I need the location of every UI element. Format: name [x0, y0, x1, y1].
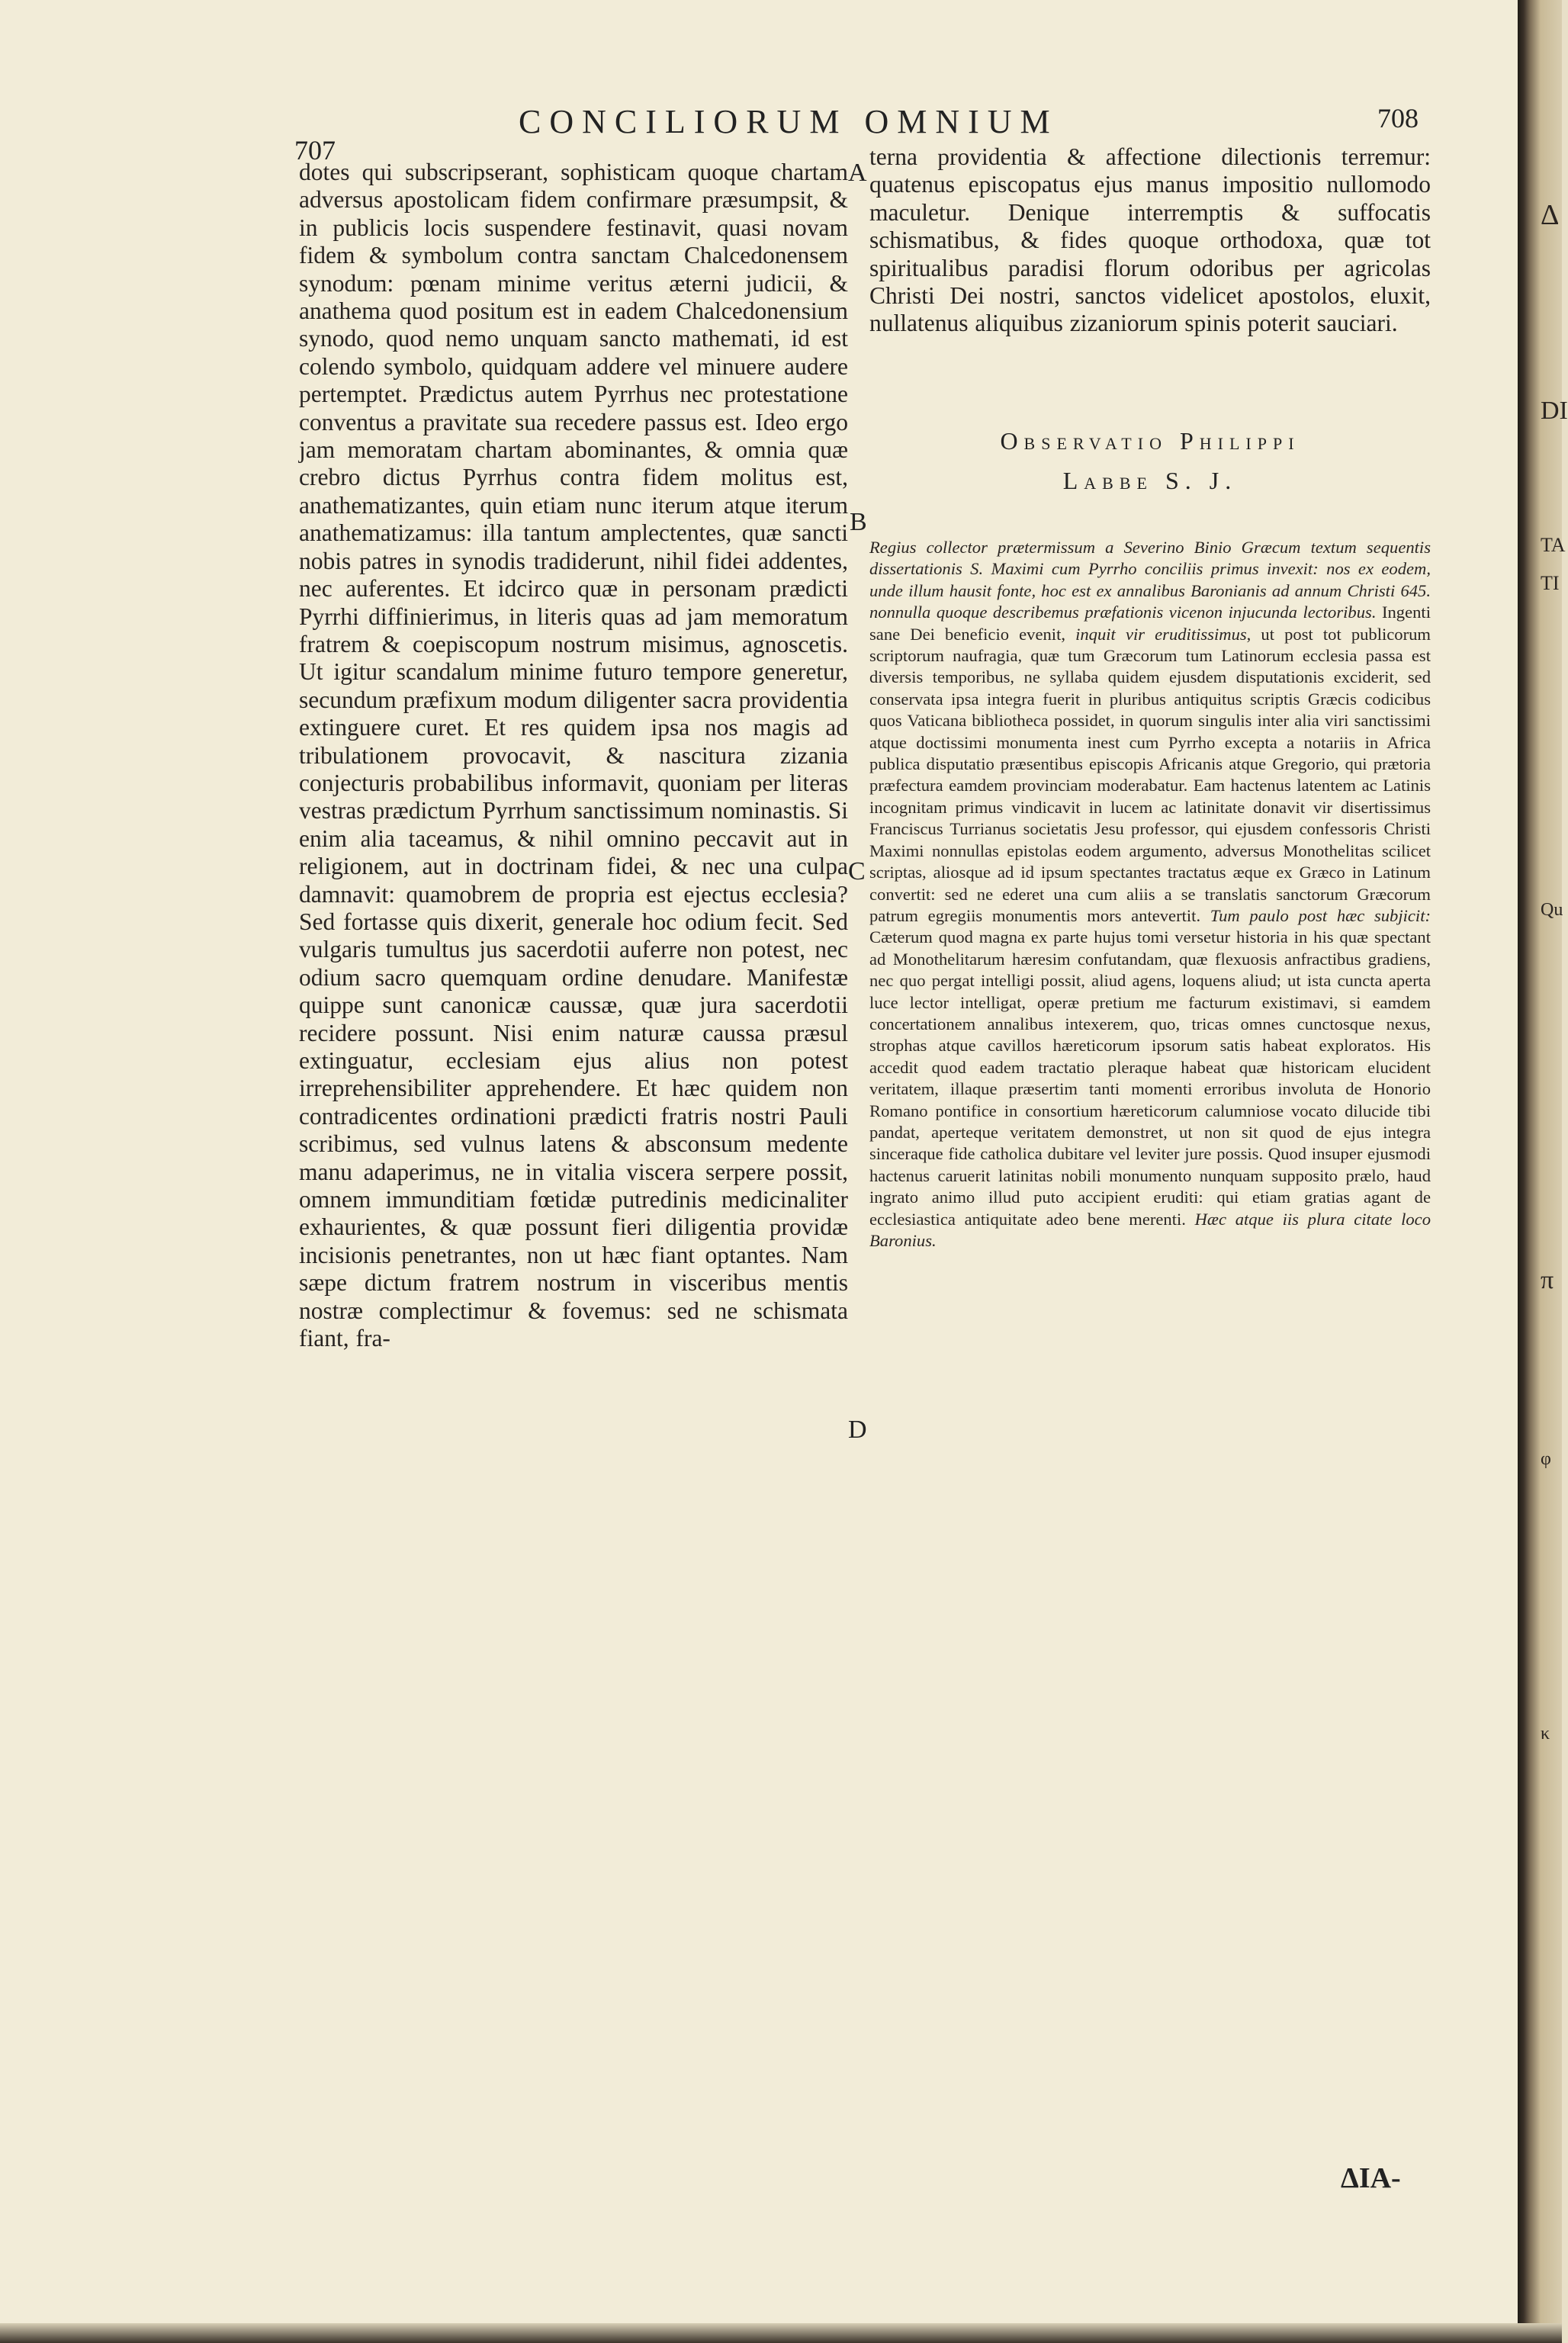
next-page-fragment-1: Δ — [1541, 199, 1560, 231]
note-italic-end: Hæc atque iis plura citate loco Baronius. — [869, 1209, 1431, 1250]
next-page-fragment-2: DI — [1541, 397, 1568, 425]
book-gutter — [1518, 0, 1568, 2343]
margin-marker-b: B — [850, 508, 867, 536]
page-number-left: 707 — [294, 135, 336, 166]
next-page-fragment-3: TA — [1541, 534, 1566, 556]
note-italic-inquit: inquit vir eruditissimus — [1075, 624, 1247, 644]
margin-marker-a: A — [848, 159, 867, 187]
note-italic-tum: Tum paulo post hæc subjicit: — [1210, 905, 1431, 925]
next-page-fragment-5: Qu — [1541, 900, 1563, 920]
observatio-heading-line2: Labbe S. J. — [1062, 467, 1238, 494]
right-column-text — [869, 143, 1431, 338]
observatio-note-paragraph — [869, 537, 1431, 1252]
note-body-2: , ut post tot publicorum scriptorum naufragia, quæ tum Græcorum tum Latinorum ecclesia passa est diversis temporibus, ne syllaba quidem ejusdem disputationis exciderit, sed conservata ipsa integra fuerit in pluribus antiquitus scriptis Græcis codicibus quos Vaticana bibliotheca possidet, in quorum singulis inter alia viri sanctissimi atque doctissimi monumenta inest cum Pyrrho excepta a notariis in Africa publica disputatio præsentibus episcopis Africanis atque Gregorio, qui prætoria præfectura eamdem provinciam moderabatur. Eam hactenus latentem ac Latinis incognitam primus vindicavit in lucem ac latinitate donavit vir disertissimus Franciscus Turrianus societatis Jesu professor, qui ejusdem confessoris Christi Maximi nonnullas epistolas eodem argumento, adversus Monothelitas scilicet scriptas, aliosque ad id ipsum spectantes tractatus æque ex Græco in Latinum convertit: sed ne ederet una cum aliis a se translatis sanctorum Græcorum patrum egregiis monumentis mors antevertit. — [869, 624, 1431, 925]
right-column-paragraph: terna providentia & affectione dilectionis terremur: quatenus episcopatus ejus manus impositio nullomodo maculetur. Denique interremptis & suffocatis schismatibus, & fides quoque orthodoxa, quæ tot spiritualibus paradisi florum odoribus per agricolas Christi Dei nostri, sanctos videlicet apostolos, eluxit, nullatenus aliquibus zizaniorum spinis poterit sauciari. — [869, 143, 1431, 337]
observatio-note — [869, 537, 1431, 1252]
note-body-3: Cæterum quod magna ex parte hujus tomi versetur historia in his quæ spectant ad Monothelitarum hæresim confutandam, quæ flexuosis anfractibus gradiens, nec quo pergat intelligi possit, aliud agens, loquens aliud; ut ista cuncta aperta luce lector intelligat, operæ pretium me facturum existimavi, si eamdem concertationem annalibus intexerem, quo, tricas omnes cunctosque nexus, strophas atque cavillos hæreticorum ipsorum satis habeat exploratos. His accedit quod eadem tractatio pleraque habeat quæ historicam elucident veritatem, illaque præsertim tanti momenti erroribus involuta de Honorio Romano pontifice in consortium hæreticorum calumniose vocato dilucide tibi pandat, aperteque veritatem demonstret, ut non sit quod de ejus integra sinceraque fide catholica dubitare vel leviter jure possis. Quod insuper ejusmodi hactenus caruerit latinitas nobili monumento nunquam supposito prælo, haud ingrato animo illud puto accipient eruditi: qui etiam gratias agant de ecclesiastica antiquitate adeo bene merenti. — [869, 927, 1431, 1229]
note-italic-intro: Regius collector prætermissum a Severino Binio Græcum textum sequentis dissertationis S. Maximi cum Pyrrho conciliis primus invexit: nos ex eodem, unde illum hausit fonte, hoc est ex annalibus Baronianis ad annum Christi 645. nonnulla quoque describemus præfationis vicenon injucunda lectoribus. — [869, 538, 1431, 622]
running-title: CONCILIORUM OMNIUM — [519, 103, 1059, 140]
next-page-fragment-4: TI — [1541, 572, 1560, 594]
catchword: ΔΙΑ- — [1341, 2162, 1401, 2194]
next-page-fragment-8: κ — [1541, 1724, 1550, 1744]
page-bottom-shadow — [0, 2323, 1562, 2343]
page-number-right: 708 — [1377, 103, 1419, 133]
left-column-paragraph: dotes qui subscripserant, sophisticam quoque chartam adversus apostolicam fidem confirmare præsumpsit, & in publicis locis suspendere festinavit, quasi novam fidem & symbolum contra sanctam Chalcedonensem synodum: pœnam minime veritus æterni judicii, & anathema quod positum est in eadem Chalcedonensium synodo, quod nemo unquam sancto mathemati, id est colendo symbolo, quidquam addere vel minuere audere pertemptet. Prædictus autem Pyrrhus nec protestatione conventus a pravitate sua recedere passus est. Ideo ergo jam memoratam chartam abominantes, & omnia quæ crebro dictus Pyrrhus contra fidem molitus est, anathematizantes, quin etiam nunc iterum atque iterum anathematizamus: illa tantum amplectentes, quæ sancti nobis patres in synodis tradiderunt, nihil fidei addentes, nec auferentes. Et idcirco quæ in personam prædicti Pyrrhi diffinierimus, in literis quas ad jam memoratum fratrem & coepiscopum nostrum misimus, agnoscetis. Ut igitur scandalum minime futuro tempore generetur, secundum præfixum modum diligenter sacra providentia extinguere curet. Et res quidem ipsa nos magis ad tribulationem provocavit, & nascitura zizania conjecturis probabilibus informavit, quoniam per literas vestras prædictum Pyrrhum sanctissimum nominastis. Si enim alia taceamus, & nihil omnino peccavit aut in religionem, aut in doctrinam fidei, & nec una culpa damnavit: quamobrem de propria est ejectus ecclesia? Sed fortasse quis dixerit, generale hoc odium fecit. Sed vulgaris tumultus jus sacerdotii auferre non potest, nec odium sacro quemquam ordine denudare. Manifestæ quippe sunt canonicæ caussæ, quæ jura sacerdotii recidere possunt. Nisi enim naturæ caussa præsul extinguatur, ecclesiam ejus alius non potest irreprehensibiliter apprehendere. Et hæc quidem non contradicentes ordinationi prædicti fratris nostri Pauli scribimus, sed vulnus latens & absconsum medente manu adaperimus, ne in vitalia viscera serpere possit, omnem immunditiam fœtidæ putredinis medicinaliter exhaurientes, & quæ possunt fieri diligentia providæ incisionis penetrantes, non ut hæc fiant optantes. Nam sæpe dictum fratrem nostrum in visceribus mentis nostræ complectimur & fovemus: sed ne schismata fiant, fra- — [299, 159, 848, 1352]
margin-marker-c: C — [848, 857, 866, 885]
observatio-heading-line1: Observatio Philippi — [1000, 427, 1300, 455]
next-page-fragment-6: π — [1541, 1266, 1554, 1294]
margin-marker-d: D — [848, 1416, 867, 1444]
next-page-fragment-7: φ — [1541, 1449, 1551, 1469]
left-column-text — [299, 159, 848, 1352]
note-body-1: Ingenti sane Dei beneficio evenit, — [869, 603, 1431, 644]
